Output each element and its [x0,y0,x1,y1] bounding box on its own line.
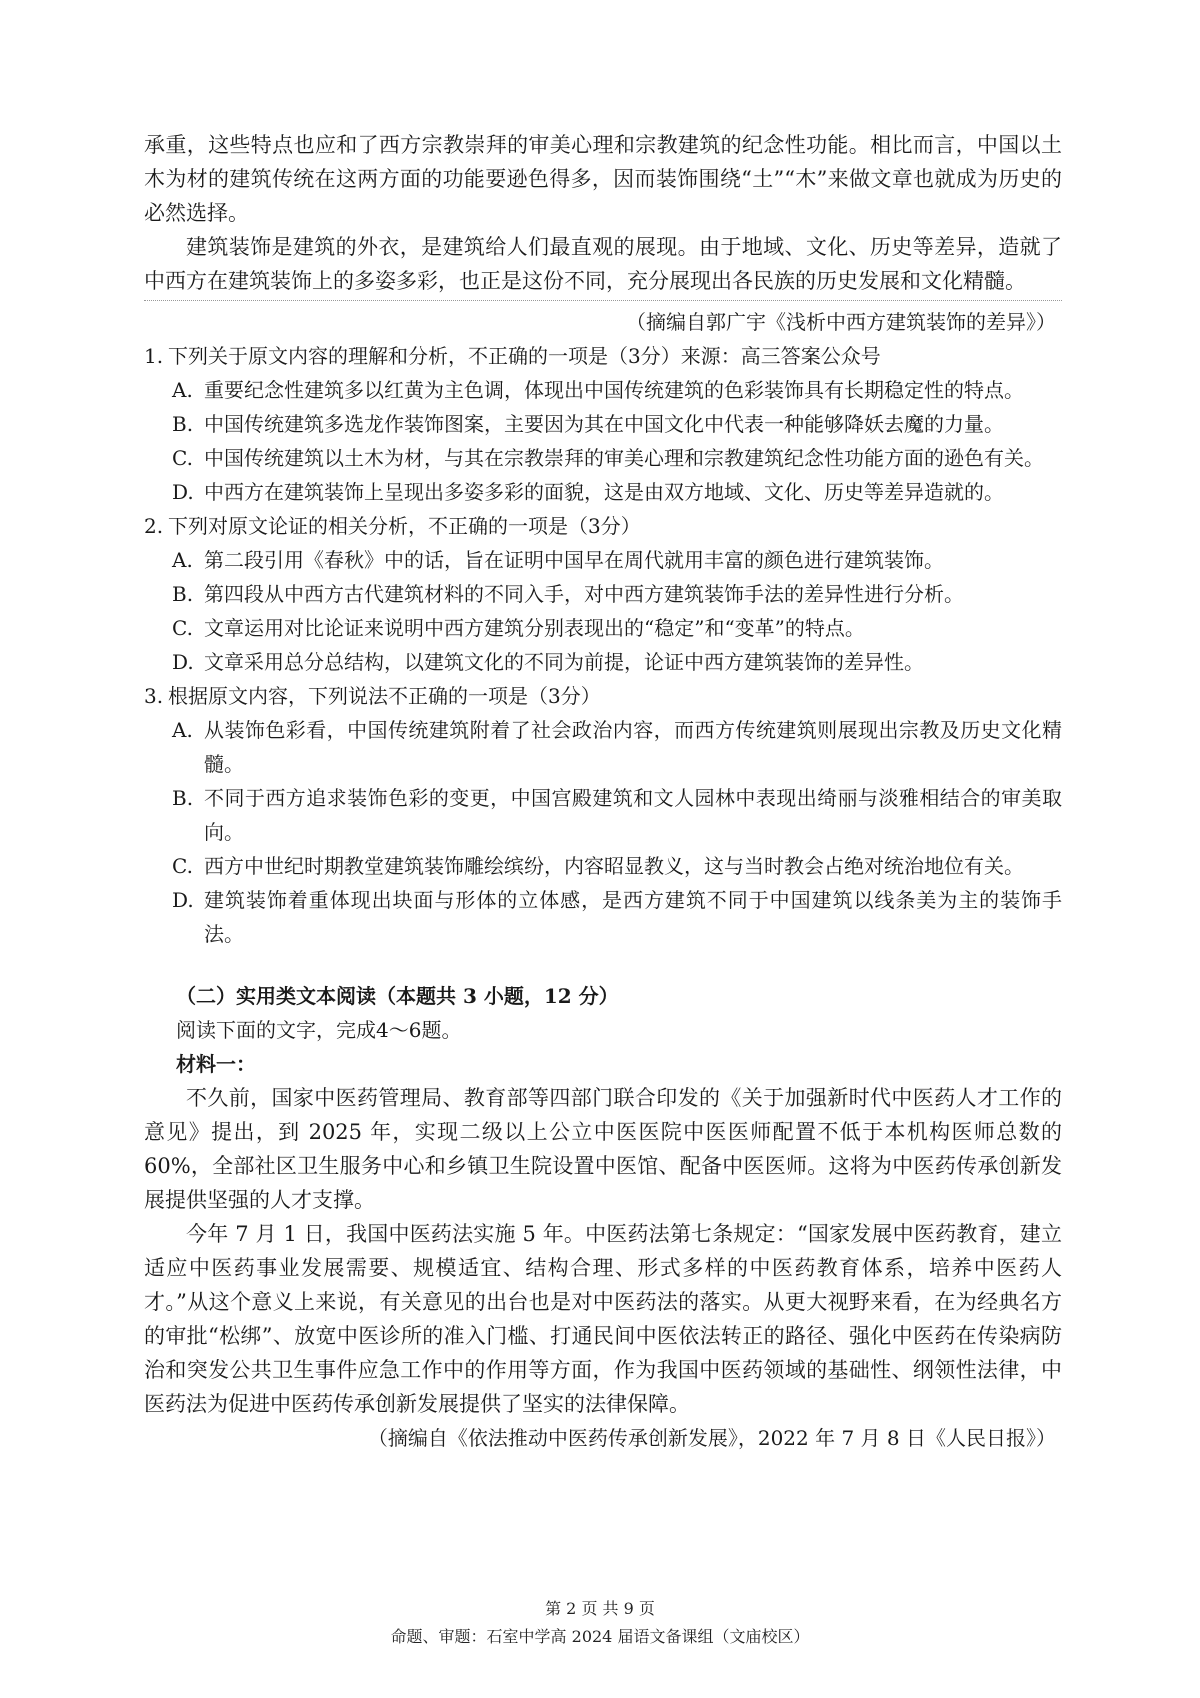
option-b [144,407,1062,441]
option-text: 从装饰色彩看，中国传统建筑附着了社会政治内容，而西方传统建筑则展现出宗教及历史文化精髓。 [204,718,1062,776]
question-3 [144,679,1062,951]
option-text: 中国传统建筑以土木为材，与其在宗教崇拜的审美心理和宗教建筑纪念性功能方面的逊色有关。 [204,446,1044,470]
option-text: 建筑装饰着重体现出块面与形体的立体感，是西方建筑不同于中国建筑以线条美为主的装饰手法。 [204,888,1062,946]
option-a [144,543,1062,577]
option-text: 不同于西方追求装饰色彩的变更，中国宫殿建筑和文人园林中表现出绮丽与淡雅相结合的审美取向。 [204,786,1062,844]
option-b [144,781,1062,849]
option-letter: A. [172,378,193,402]
option-letter: A. [172,718,193,742]
material-paragraph-2: 今年 7 月 1 日，我国中医药法实施 5 年。中医药法第七条规定：“国家发展中医药教育，建立适应中医药事业发展需要、规模适宜、结构合理、形式多样的中医药教育体系，培养中医药人才。”从这个意义上来说，有关意见的出台也是对中医药法的落实。从更大视野来看，在为经典名方的审批“松绑”、放宽中医诊所的准入门槛、打通民间中医依法转正的路径、强化中医药在传染病防治和突发公共卫生事件应急工作中的作用等方面，作为我国中医药领域的基础性、纲领性法律，中医药法为促进中医药传承创新发展提供了坚实的法律保障。 [144,1222,1062,1416]
question-number: 2. [144,514,164,538]
material-source: （摘编自《依法推动中医药传承创新发展》，2022 年 7 月 8 日《人民日报》） [367,1426,1056,1450]
question-stem: 根据原文内容，下列说法不正确的一项是（3分） [168,684,601,708]
option-text: 第二段引用《春秋》中的话，旨在证明中国早在周代就用丰富的颜色进行建筑装饰。 [204,548,944,572]
option-text: 文章采用总分总结构，以建筑文化的不同为前提，论证中西方建筑装饰的差异性。 [204,650,924,674]
option-letter: D. [172,888,194,912]
option-text: 第四段从中西方古代建筑材料的不同入手，对中西方建筑装饰手法的差异性进行分析。 [204,582,964,606]
option-letter: A. [172,548,193,572]
page-number: 第 2 页 共 9 页 [545,1599,655,1618]
material-heading: 材料一： [176,1052,256,1076]
question-stem: 下列对原文论证的相关分析，不正确的一项是（3分） [168,514,641,538]
option-text: 重要纪念性建筑多以红黄为主色调，体现出中国传统建筑的色彩装饰具有长期稳定性的特点。 [204,378,1024,402]
question-number: 3. [144,684,164,708]
question-stem: 下列关于原文内容的理解和分析，不正确的一项是（3分）来源：高三答案公众号 [168,344,881,368]
option-text: 西方中世纪时期教堂建筑装饰雕绘缤纷，内容昭显教义，这与当时教会占绝对统治地位有关。 [204,854,1024,878]
option-d [144,645,1062,679]
footer-credit: 命题、审题：石室中学高 2024 届语文备课组（文庙校区） [390,1627,810,1646]
question-1 [144,339,1062,509]
section-instruction: 阅读下面的文字，完成4～6题。 [176,1018,462,1042]
option-b [144,577,1062,611]
material-paragraph-1: 不久前，国家中医药管理局、教育部等四部门联合印发的《关于加强新时代中医药人才工作的意见》提出，到 2025 年，实现二级以上公立中医医院中医医师配置不低于本机构医师总数的 60%，全部社区卫生服务中心和乡镇卫生院设置中医馆、配备中医医师。这将为中医药传承创新发展提供坚强的人才支撑。 [144,1086,1062,1212]
question-2 [144,509,1062,679]
question-number: 1. [144,344,164,368]
option-d [144,883,1062,951]
option-letter: D. [172,480,194,504]
option-text: 中国传统建筑多选龙作装饰图案，主要因为其在中国文化中代表一种能够降妖去魔的力量。 [204,412,1004,436]
option-letter: C. [172,854,193,878]
option-letter: B. [172,412,194,436]
option-letter: C. [172,446,193,470]
option-letter: B. [172,582,194,606]
option-c [144,611,1062,645]
option-text: 中西方在建筑装饰上呈现出多姿多彩的面貌，这是由双方地域、文化、历史等差异造就的。 [204,480,1004,504]
option-a [144,373,1062,407]
section-heading: （二）实用类文本阅读（本题共 3 小题，12 分） [176,984,619,1008]
option-letter: B. [172,786,194,810]
page-content [144,128,1062,1455]
passage-source: （摘编自郭广宇《浅析中西方建筑装饰的差异》） [144,300,1062,339]
option-c [144,441,1062,475]
option-c [144,849,1062,883]
option-d [144,475,1062,509]
option-text: 文章运用对比论证来说明中西方建筑分别表现出的“稳定”和“变革”的特点。 [204,616,865,640]
passage-paragraph-continued: 承重，这些特点也应和了西方宗教崇拜的审美心理和宗教建筑的纪念性功能。相比而言，中国以土木为材的建筑传统在这两方面的功能要逊色得多，因而装饰围绕“土”“木”来做文章也就成为历史的必然选择。 [144,133,1062,225]
passage-paragraph-last: 建筑装饰是建筑的外衣，是建筑给人们最直观的展现。由于地域、文化、历史等差异，造就了中西方在建筑装饰上的多姿多彩，也正是这份不同，充分展现出各民族的历史发展和文化精髓。 [144,235,1062,293]
option-letter: C. [172,616,193,640]
option-letter: D. [172,650,194,674]
option-a [144,713,1062,781]
